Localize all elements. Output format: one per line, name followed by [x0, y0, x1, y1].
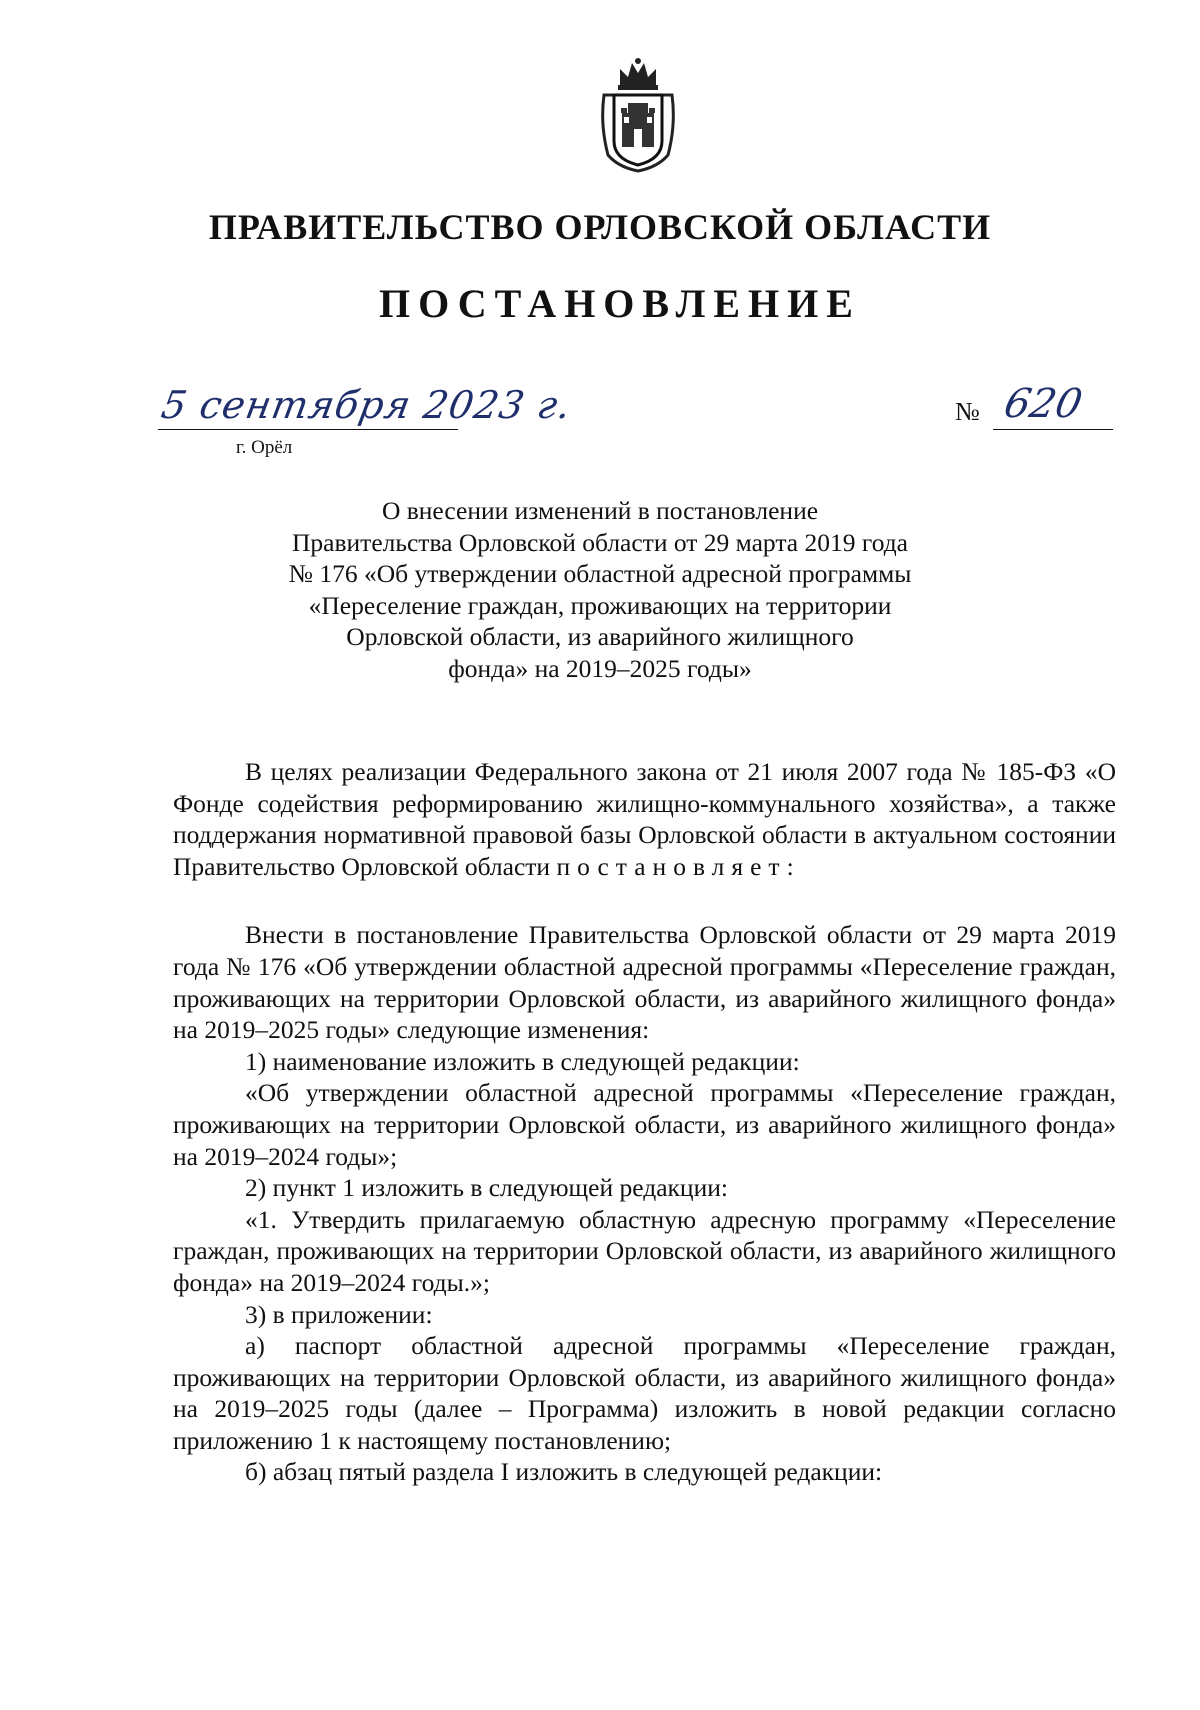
- subject-line: фонда» на 2019–2025 годы»: [448, 653, 752, 683]
- body-paragraph: 1) наименование изложить в следующей редакции:: [245, 1046, 800, 1076]
- document-type-title: ПОСТАНОВЛЕНИЕ: [379, 281, 861, 326]
- date-field: [158, 383, 575, 435]
- government-title: ПРАВИТЕЛЬСТВО ОРЛОВСКОЙ ОБЛАСТИ: [208, 207, 992, 247]
- number-sign: №: [955, 397, 980, 426]
- document-subject: [200, 495, 1000, 684]
- subject-line: Орловской области, из аварийного жилищного: [346, 622, 854, 651]
- number-underline: [993, 429, 1113, 430]
- body-paragraph: «Об утверждении областной адресной программы «Переселение граждан, проживающих на территории Орловской области, из аварийного жилищного фонда» на 2019–2024 годы»;: [173, 1078, 1116, 1171]
- body-paragraph: б) абзац пятый раздела I изложить в следующей редакции:: [245, 1457, 883, 1487]
- subject-line: «Переселение граждан, проживающих на территории: [308, 590, 892, 620]
- document-number-field: [955, 381, 1115, 435]
- handwritten-number: 620: [1000, 381, 1087, 427]
- body-paragraph: 2) пункт 1 изложить в следующей редакции:: [245, 1173, 728, 1203]
- subject-line: № 176 «Об утверждении областной адресной программы: [288, 559, 912, 588]
- preamble-paragraph: [173, 756, 1116, 882]
- decree-word: постановляет:: [556, 851, 801, 881]
- body-paragraph: а) паспорт областной адресной программы «Переселение граждан, проживающих на территории Орловской области, из аварийного жилищного фонда» на 2019–2025 годы (далее – Программа) изложить в новой редакции согласно приложению 1 к настоящему постановлению;: [173, 1331, 1116, 1455]
- date-underline: [158, 429, 458, 430]
- subject-line: Правительства Орловской области от 29 марта 2019 года: [292, 527, 908, 557]
- city-label: г. Орёл: [236, 437, 293, 458]
- document-body: [173, 756, 1116, 1488]
- body-paragraph: 3) в приложении:: [245, 1299, 433, 1329]
- body-paragraph: Внести в постановление Правительства Орловской области от 29 марта 2019 года № 176 «Об утверждении областной адресной программы «Переселение граждан, проживающих на территории Орловской области, из аварийного жилищного фонда» на 2019–2025 годы» следующие изменения:: [173, 920, 1116, 1045]
- coat-of-arms-emblem: [598, 55, 678, 173]
- handwritten-date: 5 сентября 2023 г.: [158, 383, 575, 427]
- subject-line: О внесении изменений в постановление: [381, 496, 819, 525]
- preamble-text: В целях реализации Федерального закона от 21 июля 2007 года № 185-ФЗ «О Фонде содействия реформированию жилищно-коммунального хозяйства», а также поддержания нормативной правовой базы Орловской области в актуальном состоянии Правительство Орловской области: [173, 757, 1116, 881]
- body-paragraph: «1. Утвердить прилагаемую областную адресную программу «Переселение граждан, проживающих на территории Орловской области, из аварийного жилищного фонда» на 2019–2024 годы.»;: [173, 1204, 1116, 1297]
